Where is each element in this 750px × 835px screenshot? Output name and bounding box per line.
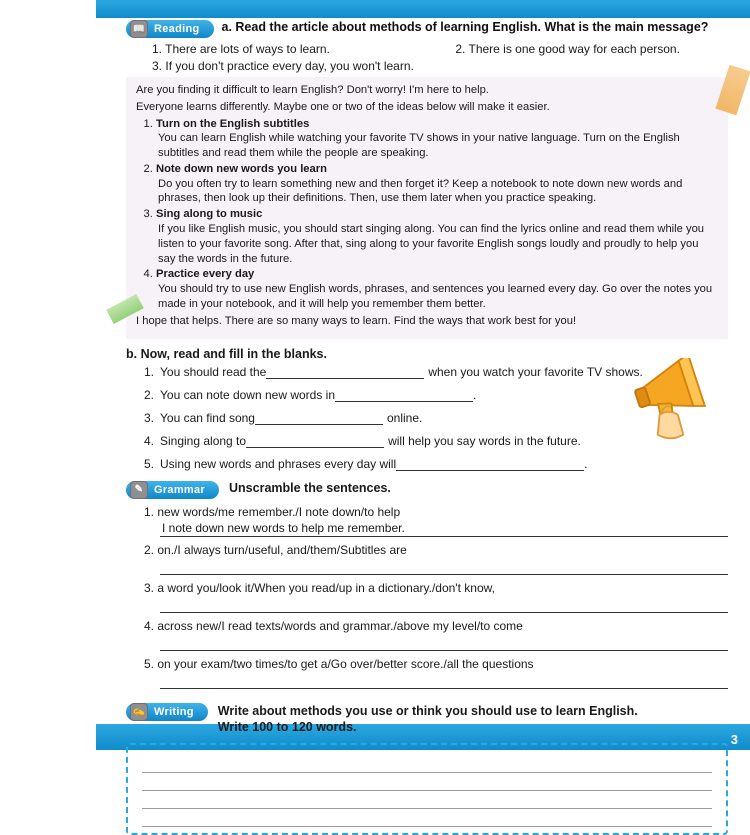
page-left-margin xyxy=(0,0,96,18)
top-bar-fill xyxy=(96,0,750,18)
scramble-text: a word you/look it/When you read/up in a dictionary./don't know, xyxy=(157,580,495,595)
article-item-title: Note down new words you learn xyxy=(156,162,327,175)
section-tag-reading xyxy=(126,20,214,38)
writing-line[interactable] xyxy=(142,809,712,827)
blank-post: will help you say words in the future. xyxy=(388,433,581,448)
scramble-answer-line[interactable] xyxy=(160,559,728,575)
blank-pre: Using new words and phrases every day will xyxy=(160,456,397,471)
choice-3[interactable] xyxy=(152,59,728,73)
blank-input[interactable] xyxy=(246,434,384,448)
scramble-answer-line[interactable] xyxy=(160,673,728,689)
scramble-num: 4. xyxy=(144,618,155,633)
reading-choices xyxy=(152,42,728,73)
article-item-body: Do you often try to learn something new and then forget it? Keep a notebook to note down new words and phrases, then look up their definitions. Then, use them later when you practice speaking. xyxy=(158,177,683,205)
scramble-item xyxy=(144,581,728,613)
article-item-title: Practice every day xyxy=(156,268,255,281)
writing-line[interactable] xyxy=(142,755,712,773)
book-icon: 📖 xyxy=(130,20,148,38)
article-item xyxy=(156,267,718,311)
choice-2-num: 2. xyxy=(455,42,466,56)
writing-instruction-line-2: Write 100 to 120 words. xyxy=(217,719,357,734)
article-item-title: Turn on the English subtitles xyxy=(156,117,310,130)
grammar-tag-label: Grammar xyxy=(154,483,206,496)
scramble-text: on./I always turn/useful, and/them/Subtitles are xyxy=(157,542,407,557)
blank-post: online. xyxy=(386,410,423,425)
choice-3-num: 3. xyxy=(152,59,163,73)
article-item-body: If you like English music, you should start singing along. You can find the lyrics online and read them while you listen to your favorite song. After that, sing along to your favorite English songs loudly and proudly to help you say the words in the future. xyxy=(158,223,705,265)
writing-tag-label: Writing xyxy=(154,705,194,718)
grammar-header xyxy=(126,481,728,499)
writing-line[interactable] xyxy=(142,791,712,809)
blank-post: when you watch your favorite TV shows. xyxy=(428,364,643,379)
scramble-num: 3. xyxy=(144,580,155,595)
blank-num: 3. xyxy=(144,410,155,425)
article-item xyxy=(156,207,718,266)
page-number: 3 xyxy=(730,732,738,747)
article-item-title: Sing along to music xyxy=(156,208,263,221)
part-b-heading: b. Now, read and fill in the blanks. xyxy=(126,346,327,361)
pencil-icon: ✎ xyxy=(130,481,148,499)
page-content xyxy=(126,20,728,734)
section-tag-writing xyxy=(126,703,208,721)
blank-pre: Singing along to xyxy=(160,433,247,448)
article-outro: I hope that helps. There are so many ways to learn. Find the ways that work best for you! xyxy=(136,314,577,327)
reading-tag-label: Reading xyxy=(154,23,200,35)
blank-num: 2. xyxy=(144,387,155,402)
reading-header xyxy=(126,20,728,38)
blank-pre: You should read the xyxy=(160,364,267,379)
scramble-text: on your exam/two times/to get a/Go over/better score./all the questions xyxy=(157,656,534,671)
grammar-instruction: Unscramble the sentences. xyxy=(229,480,391,495)
scramble-answer: I note down new words to help me remember. xyxy=(162,520,405,535)
blank-pre: You can note down new words in xyxy=(160,387,336,402)
scramble-num: 5. xyxy=(144,656,155,671)
article-list xyxy=(136,117,718,312)
article-item-body: You can learn English while watching your favorite TV shows in your native language. Turn on the English subtitles and read them while the people are speaking. xyxy=(158,132,680,160)
blank-input[interactable] xyxy=(396,457,584,471)
scramble-text: new words/me remember./I note down/to help xyxy=(157,504,401,519)
scramble-num: 2. xyxy=(144,542,155,557)
blank-input[interactable] xyxy=(335,388,473,402)
scramble-num: 1. xyxy=(144,504,155,519)
scramble-answer-line[interactable] xyxy=(160,635,728,651)
writing-instruction-line-1: Write about methods you use or think you should use to learn English. xyxy=(217,703,638,718)
writing-header xyxy=(126,703,728,736)
scramble-answer-line[interactable] xyxy=(160,521,728,537)
section-tag-grammar xyxy=(126,481,219,499)
blank-item xyxy=(144,457,728,471)
scramble-text: across new/I read texts/words and grammar./above my level/to come xyxy=(157,618,523,633)
choice-1[interactable] xyxy=(152,42,452,56)
article-intro-2: Everyone learns differently. Maybe one or two of the ideas below will make it easier. xyxy=(136,100,550,113)
article-item xyxy=(156,162,718,206)
scramble-answer-line[interactable] xyxy=(160,597,728,613)
pen-icon: ✍ xyxy=(130,703,148,721)
blank-num: 4. xyxy=(144,433,155,448)
top-bar xyxy=(96,0,750,18)
writing-instruction xyxy=(218,703,638,736)
writing-answer-box[interactable] xyxy=(126,743,728,835)
article-item-body: You should try to use new English words, phrases, and sentences you learned every day. Go over the notes you made in your notebook, and it will help you remember them better. xyxy=(158,283,713,310)
writing-line[interactable] xyxy=(142,773,712,791)
reading-question: a. Read the article about methods of learning English. What is the main message? xyxy=(221,20,709,34)
scramble-item xyxy=(144,543,728,575)
article-intro-1: Are you finding it difficult to learn English? Don't worry! I'm here to help. xyxy=(136,84,489,96)
blank-post: . xyxy=(473,387,477,402)
blank-input[interactable] xyxy=(255,411,383,425)
choice-1-num: 1. xyxy=(152,42,163,56)
choice-2-text: There is one good way for each person. xyxy=(468,42,680,56)
reading-article xyxy=(126,77,728,339)
blank-input[interactable] xyxy=(266,365,424,379)
blank-num: 1. xyxy=(144,364,155,379)
scramble-item xyxy=(144,505,728,537)
choice-3-text: If you don't practice every day, you won't learn. xyxy=(165,59,414,73)
blank-post: . xyxy=(584,456,588,471)
scramble-item xyxy=(144,657,728,689)
choice-1-text: There are lots of ways to learn. xyxy=(165,42,330,56)
blank-num: 5. xyxy=(144,456,155,471)
blank-pre: You can find song xyxy=(160,410,255,425)
article-item xyxy=(156,117,718,161)
choice-2[interactable] xyxy=(455,42,680,56)
scramble-item xyxy=(144,619,728,651)
megaphone-icon xyxy=(630,358,722,442)
